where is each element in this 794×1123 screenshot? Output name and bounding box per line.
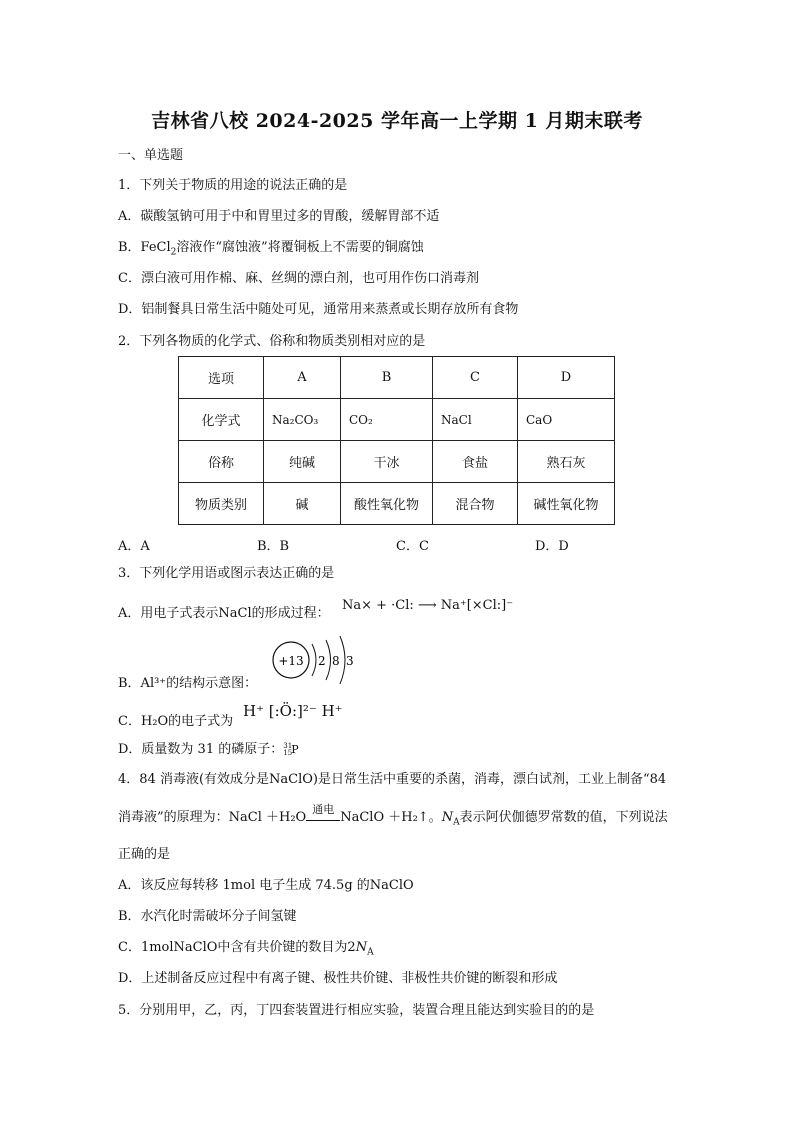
q2-option-c: C．C	[396, 539, 429, 554]
q4-option-d: D．上述制备反应过程中有离子键、极性共价键、非极性共价键的断裂和形成	[118, 971, 558, 986]
shell-arc	[340, 636, 345, 684]
q3-option-c: C．H₂O的电子式为	[118, 714, 234, 729]
q3-stem: 3．下列化学用语或图示表达正确的是	[118, 566, 335, 581]
table-cell: 熟石灰	[518, 441, 615, 483]
atom-structure-diagram	[268, 632, 360, 688]
table-cell: Na₂CO₃	[264, 399, 341, 441]
nucleus-label: +13	[278, 654, 304, 668]
table-cell: B	[341, 357, 433, 399]
q3-option-b: B．Al³⁺的结构示意图：	[118, 676, 258, 691]
q2-option-d: D．D	[535, 539, 569, 554]
q2-option-b: B．B	[257, 539, 290, 554]
q3-a-formula	[342, 598, 513, 613]
table-cell: D	[518, 357, 615, 399]
table-cell: 混合物	[433, 483, 518, 525]
formula-right: Na⁺[×Cl:]⁻	[440, 598, 514, 613]
q3-c-formula: H⁺ [:Ö:]²⁻ H⁺	[243, 702, 343, 720]
q1-option-a: A．碳酸氢钠可用于中和胃里过多的胃酸，缓解胃部不适	[118, 209, 440, 224]
table-cell: 碱	[264, 483, 341, 525]
table-cell: A	[264, 357, 341, 399]
q2-table	[178, 356, 615, 525]
q4-option-a: A．该反应每转移 1mol 电子生成 74.5g 的NaClO	[118, 878, 414, 893]
table-cell: CO₂	[341, 399, 433, 441]
q1-option-b: B．FeCl$_2$溶液作“腐蚀液”将覆铜板上不需要的铜腐蚀	[118, 240, 424, 258]
table-row	[179, 357, 615, 399]
formula-left: Na× + ·Cl:	[342, 598, 414, 613]
shell-arc	[312, 644, 316, 676]
q4-stem-line3: 正确的是	[118, 847, 171, 862]
q3-option-a: A．用电子式表示NaCl的形成过程：	[118, 606, 330, 621]
table-row	[179, 399, 615, 441]
q2-stem: 2．下列各物质的化学式、俗称和物质类别相对应的是	[118, 334, 426, 349]
table-cell: 酸性氧化物	[341, 483, 433, 525]
arrow-icon: ⟶	[417, 598, 437, 613]
shell-count: 3	[346, 654, 354, 668]
q4-option-b: B．水汽化时需破坏分子间氢键	[118, 909, 297, 924]
table-cell: 俗称	[179, 441, 264, 483]
q1-option-c: C．漂白液可用作棉、麻、丝绸的漂白剂，也可用作伤口消毒剂	[118, 271, 479, 286]
table-row	[179, 441, 615, 483]
section-heading: 一、单选题	[118, 148, 184, 163]
shell-count: 2	[318, 654, 326, 668]
table-cell: NaCl	[433, 399, 518, 441]
table-cell: 碱性氧化物	[518, 483, 615, 525]
table-cell: 物质类别	[179, 483, 264, 525]
shell-count: 8	[332, 654, 340, 668]
table-cell: 化学式	[179, 399, 264, 441]
q4-stem-line2: 消毒液”的原理为：NaCl ＋H₂O 通电 NaClO ＋H₂↑。$N_A$表示阿伏伽德罗常数的值，下列说法	[118, 803, 668, 828]
page-title: 吉林省八校 2024-2025 学年高一上学期 1 月期末联考	[151, 110, 643, 132]
table-row	[179, 483, 615, 525]
q5-stem: 5．分别用甲，乙，丙，丁四套装置进行相应实验，装置合理且能达到实验目的的是	[118, 1003, 595, 1018]
q4-option-c: C．1molNaClO中含有共价键的数目为$2N_A$	[118, 940, 374, 958]
q1-stem: 1．下列关于物质的用途的说法正确的是	[118, 178, 348, 193]
table-cell: CaO	[518, 399, 615, 441]
table-cell: 干冰	[341, 441, 433, 483]
table-cell: 食盐	[433, 441, 518, 483]
q2-option-a: A．A	[118, 539, 150, 554]
table-cell: C	[433, 357, 518, 399]
table-cell: 纯碱	[264, 441, 341, 483]
q4-stem-line1: 4．84 消毒液(有效成分是NaClO)是日常生活中重要的杀菌，消毒，漂白试剂，工业上制备“84	[118, 772, 667, 787]
q3-option-d: D．质量数为 31 的磷原子： 31 15 P	[118, 741, 299, 757]
shell-arc	[326, 640, 331, 680]
table-cell: 选项	[179, 357, 264, 399]
q1-option-d: D．铝制餐具日常生活中随处可见，通常用来蒸煮或长期存放所有食物	[118, 302, 519, 317]
